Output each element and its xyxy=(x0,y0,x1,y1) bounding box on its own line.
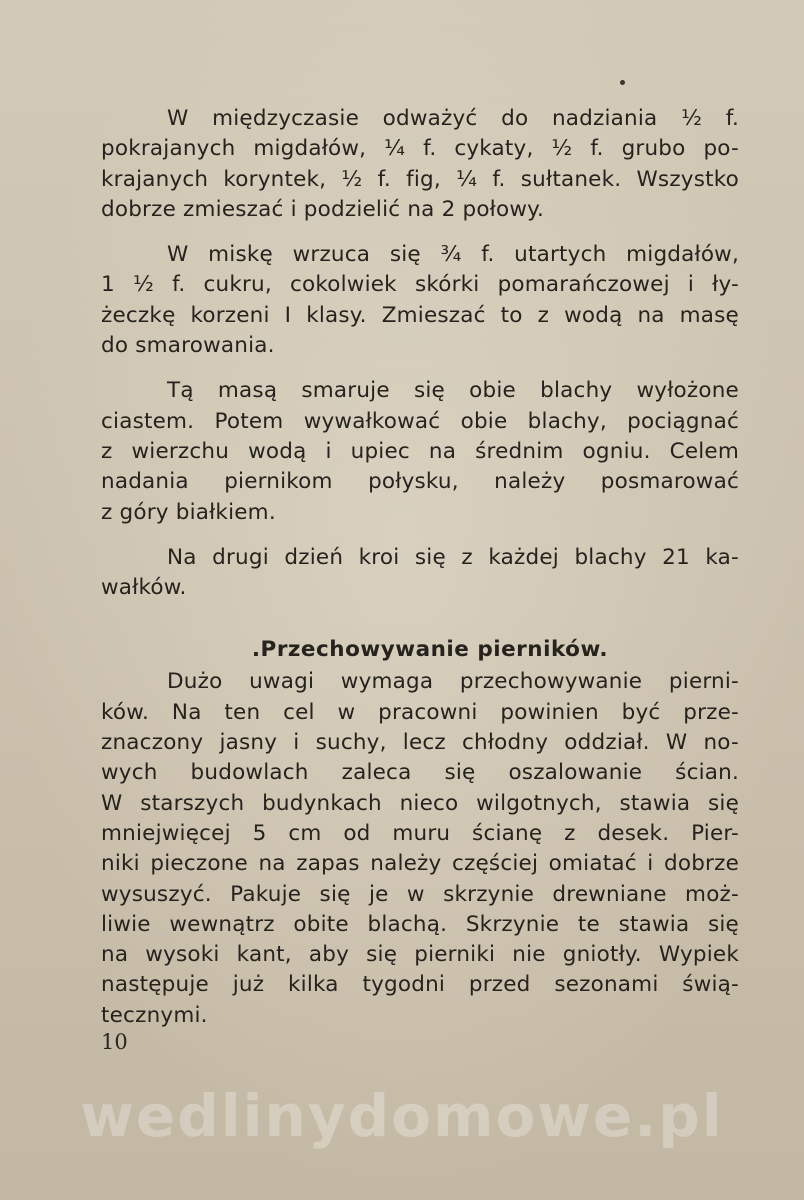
text-line: 1 ½ f. cukru, cokolwiek skórki pomarańczowej i ły- xyxy=(101,272,739,298)
section-paragraph xyxy=(101,667,739,1031)
text-line: W miskę wrzuca się ¾ f. utartych migdałów, xyxy=(167,242,739,268)
text-line: wałków. xyxy=(101,575,187,601)
paragraph xyxy=(101,240,739,361)
paragraph xyxy=(101,376,739,527)
text-line: ciastem. Potem wywałkować obie blachy, pociągnać xyxy=(101,408,739,434)
text-line: wysuszyć. Pakuje się je w skrzynie drewniane moż- xyxy=(101,881,739,907)
text-line: W międzyczasie odważyć do nadziania ½ f. xyxy=(167,106,739,131)
text-line: krajanych koryntek, ½ f. fig, ¼ f. sułtanek. Wszystko xyxy=(101,166,739,192)
text-line: dobrze zmieszać i podzielić na 2 połowy. xyxy=(101,196,545,222)
text-line: z góry białkiem. xyxy=(101,499,276,525)
text-line: żeczkę korzeni I klasy. Zmieszać to z wodą na masę xyxy=(101,302,739,328)
text-line: do smarowania. xyxy=(101,333,275,359)
text-line: W starszych budynkach nieco wilgotnych, stawia się xyxy=(101,790,739,816)
text-line: mniejwięcej 5 cm od muru ścianę z desek. Pier- xyxy=(101,820,739,846)
ink-speck xyxy=(620,80,625,85)
text-line: Dużo uwagi wymaga przechowywanie pierni- xyxy=(167,669,739,695)
body-text xyxy=(101,104,739,1046)
paragraph xyxy=(101,104,739,225)
text-line: liwie wewnątrz obite blachą. Skrzynie te stawia się xyxy=(101,911,739,937)
section-heading: .Przechowywanie pierników. xyxy=(251,637,609,663)
text-line: znaczony jasny i suchy, lecz chłodny oddział. W no- xyxy=(101,730,739,756)
watermark: wedlinydomowe.pl xyxy=(80,1082,724,1150)
text-line: z wierzchu wodą i upiec na średnim ogniu. Celem xyxy=(101,438,739,464)
paragraph xyxy=(101,543,739,604)
text-line: następuje już kilka tygodni przed sezonami świą- xyxy=(101,972,739,998)
text-line: pokrajanych migdałów, ¼ f. cykaty, ½ f. grubo po- xyxy=(101,136,739,162)
text-line: ków. Na ten cel w pracowni powinien być prze- xyxy=(101,699,739,725)
text-line: na wysoki kant, aby się pierniki nie gniotły. Wypiek xyxy=(101,942,739,968)
text-line: niki pieczone na zapas należy częściej omiatać i dobrze xyxy=(101,851,739,877)
text-line: wych budowlach zaleca się oszalowanie ścian. xyxy=(101,760,739,786)
text-line: nadania piernikom połysku, należy posmarować xyxy=(101,469,739,495)
page-number: 10 xyxy=(101,1030,128,1054)
text-line: Na drugi dzień kroi się z każdej blachy 21 ka- xyxy=(167,544,739,570)
text-line: Tą masą smaruje się obie blachy wyłożone xyxy=(167,378,739,404)
text-line: tecznymi. xyxy=(101,1002,208,1028)
